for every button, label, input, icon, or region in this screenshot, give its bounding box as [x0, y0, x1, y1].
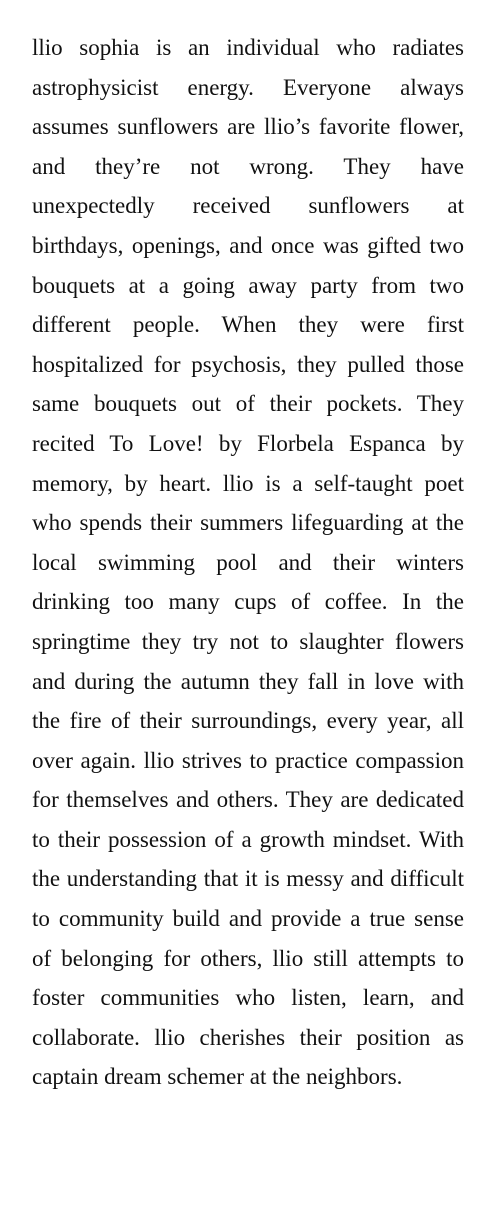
bio-paragraph: llio sophia is an individual who radiates astrophysicist energy. Everyone always assumes sunflowers are llio’s favorite flower, and they’re not wrong. They have unexpectedly received sunflowers at birthdays, openings, and once was gifted two bouquets at a going away party from two different people. When they were first hospitalized for psychosis, they pulled those same bouquets out of their pockets. They recited To Love! by Florbela Espanca by memory, by heart. llio is a self-taught poet who spends their summers lifeguarding at the local swimming pool and their winters drinking too many cups of coffee. In the springtime they try not to slaughter flowers and during the autumn they fall in love with the fire of their surroundings, every year, all over again. llio strives to practice compassion for themselves and others. They are dedicated to their possession of a growth mindset. With the understanding that it is messy and difficult to community build and provide a true sense of belonging for others, llio still attempts to foster communities who listen, learn, and collaborate. llio cherishes their position as captain dream schemer at the neighbors.: [32, 35, 464, 1090]
